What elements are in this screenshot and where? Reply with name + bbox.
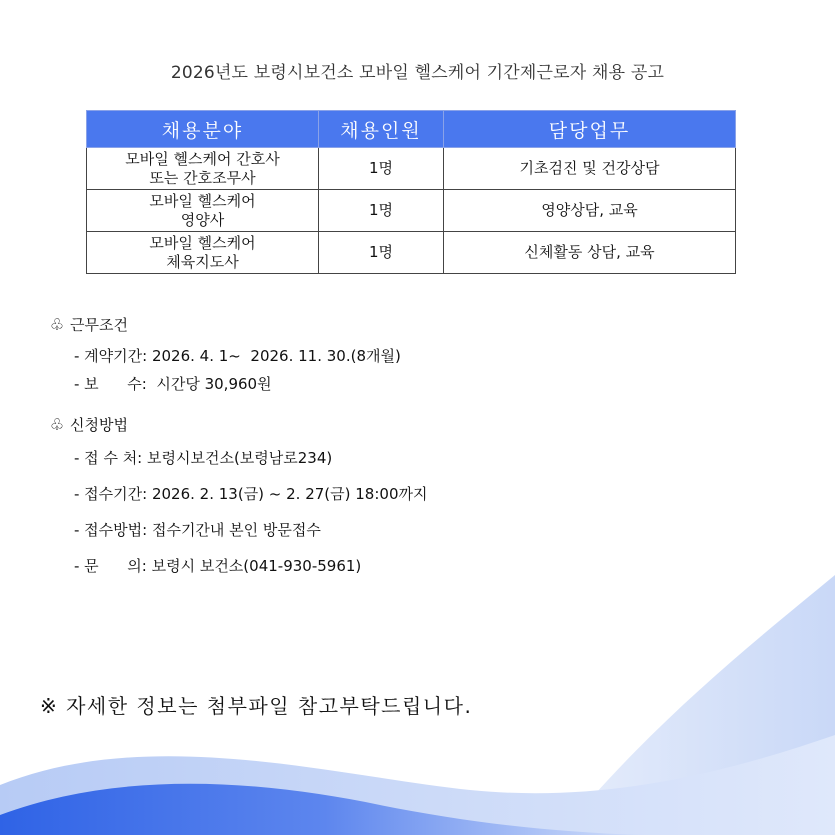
field-line: 모바일 헬스케어 bbox=[149, 233, 256, 252]
field-line: 또는 간호조무사 bbox=[149, 168, 256, 187]
application-section bbox=[48, 414, 427, 576]
field-cell bbox=[87, 190, 319, 232]
work-conditions-section bbox=[48, 314, 401, 394]
count-cell: 1명 bbox=[319, 148, 444, 190]
attachment-note: ※ 자세한 정보는 첨부파일 참고부탁드립니다. bbox=[40, 694, 473, 718]
field-cell bbox=[87, 232, 319, 274]
club-suit-icon: ♧ bbox=[49, 415, 65, 434]
page-title: 2026년도 보령시보건소 모바일 헬스케어 기간제근로자 채용 공고 bbox=[170, 63, 665, 83]
field-line: 영양사 bbox=[180, 210, 225, 229]
header-field: 채용분야 bbox=[87, 111, 319, 148]
section-heading-label: 근무조건 bbox=[70, 316, 128, 334]
section-heading bbox=[48, 314, 401, 335]
condition-item: - 계약기간: 2026. 4. 1~ 2026. 11. 30.(8개월) bbox=[74, 347, 401, 365]
table-row bbox=[87, 190, 736, 232]
section-heading-label: 신청방법 bbox=[70, 416, 128, 434]
duty-cell: 기초검진 및 건강상담 bbox=[444, 148, 736, 190]
duty-cell: 영양상담, 교육 bbox=[444, 190, 736, 232]
club-suit-icon: ♧ bbox=[49, 315, 65, 334]
field-cell bbox=[87, 148, 319, 190]
application-item: - 접 수 처: 보령시보건소(보령남로234) bbox=[74, 449, 333, 467]
condition-item: - 보 수: 시간당 30,960원 bbox=[74, 375, 272, 393]
application-item: - 문 의: 보령시 보건소(041-930-5961) bbox=[74, 557, 362, 575]
duty-cell: 신체활동 상담, 교육 bbox=[444, 232, 736, 274]
header-duty: 담당업무 bbox=[444, 111, 736, 148]
section-heading bbox=[48, 414, 427, 435]
header-count: 채용인원 bbox=[319, 111, 444, 148]
hiring-table bbox=[86, 110, 736, 274]
decorative-wave bbox=[0, 575, 835, 835]
field-line: 모바일 헬스케어 bbox=[149, 191, 256, 210]
field-line: 체육지도사 bbox=[166, 252, 239, 271]
application-item: - 접수기간: 2026. 2. 13(금) ~ 2. 27(금) 18:00까지 bbox=[74, 485, 428, 503]
count-cell: 1명 bbox=[319, 190, 444, 232]
application-item: - 접수방법: 접수기간내 본인 방문접수 bbox=[74, 521, 321, 539]
table-row bbox=[87, 232, 736, 274]
count-cell: 1명 bbox=[319, 232, 444, 274]
field-line: 모바일 헬스케어 간호사 bbox=[125, 149, 280, 168]
table-row bbox=[87, 148, 736, 190]
table-header-row bbox=[87, 111, 736, 148]
